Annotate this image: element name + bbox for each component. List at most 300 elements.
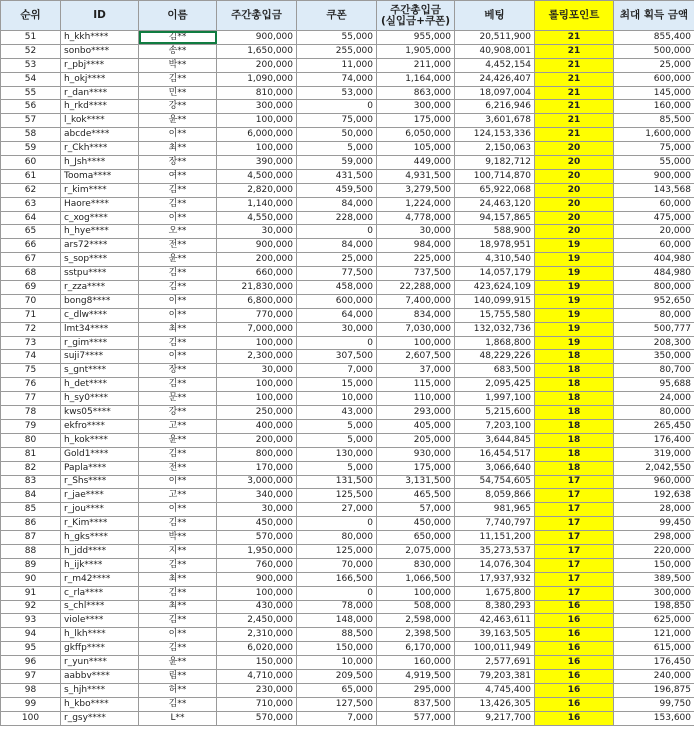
- cell-rank[interactable]: 97: [1, 669, 61, 683]
- cell-name[interactable]: 이**: [139, 128, 217, 142]
- cell-id[interactable]: r_jae****: [61, 489, 139, 503]
- cell-coupon[interactable]: 15,000: [297, 378, 377, 392]
- cell-weekly-total[interactable]: 1,066,500: [377, 572, 455, 586]
- cell-weekly-total[interactable]: 30,000: [377, 225, 455, 239]
- cell-bet[interactable]: 18,097,004: [455, 86, 535, 100]
- cell-bet[interactable]: 2,095,425: [455, 378, 535, 392]
- cell-rank[interactable]: 53: [1, 58, 61, 72]
- cell-coupon[interactable]: 74,000: [297, 72, 377, 86]
- cell-weekly-total[interactable]: 4,931,500: [377, 169, 455, 183]
- cell-rolling-points[interactable]: 19: [535, 253, 614, 267]
- cell-coupon[interactable]: 78,000: [297, 600, 377, 614]
- cell-id[interactable]: h_hye****: [61, 225, 139, 239]
- cell-coupon[interactable]: 125,500: [297, 489, 377, 503]
- cell-weekly-deposit[interactable]: 2,450,000: [217, 614, 297, 628]
- cell-rolling-points[interactable]: 17: [535, 544, 614, 558]
- cell-coupon[interactable]: 30,000: [297, 322, 377, 336]
- cell-weekly-deposit[interactable]: 200,000: [217, 58, 297, 72]
- cell-name[interactable]: 최**: [139, 322, 217, 336]
- cell-max-win[interactable]: 95,688: [614, 378, 694, 392]
- cell-rolling-points[interactable]: 20: [535, 197, 614, 211]
- cell-id[interactable]: h_okj****: [61, 72, 139, 86]
- cell-name[interactable]: 김**: [139, 267, 217, 281]
- cell-max-win[interactable]: 319,000: [614, 447, 694, 461]
- cell-rank[interactable]: 66: [1, 239, 61, 253]
- cell-name[interactable]: 장**: [139, 156, 217, 170]
- cell-bet[interactable]: 588,900: [455, 225, 535, 239]
- cell-max-win[interactable]: 600,000: [614, 72, 694, 86]
- cell-id[interactable]: s_gnt****: [61, 364, 139, 378]
- cell-rolling-points[interactable]: 18: [535, 392, 614, 406]
- cell-id[interactable]: c_dlw****: [61, 308, 139, 322]
- cell-id[interactable]: h_det****: [61, 378, 139, 392]
- cell-coupon[interactable]: 459,500: [297, 183, 377, 197]
- cell-weekly-total[interactable]: 300,000: [377, 100, 455, 114]
- cell-weekly-deposit[interactable]: 340,000: [217, 489, 297, 503]
- cell-bet[interactable]: 8,059,866: [455, 489, 535, 503]
- cell-bet[interactable]: 4,310,540: [455, 253, 535, 267]
- cell-coupon[interactable]: 7,000: [297, 711, 377, 725]
- cell-weekly-deposit[interactable]: 250,000: [217, 406, 297, 420]
- cell-bet[interactable]: 14,076,304: [455, 558, 535, 572]
- cell-name[interactable]: 김**: [139, 697, 217, 711]
- cell-rolling-points[interactable]: 19: [535, 336, 614, 350]
- cell-max-win[interactable]: 484,980: [614, 267, 694, 281]
- cell-name[interactable]: 최**: [139, 572, 217, 586]
- cell-rank[interactable]: 65: [1, 225, 61, 239]
- cell-weekly-total[interactable]: 449,000: [377, 156, 455, 170]
- cell-rank[interactable]: 88: [1, 544, 61, 558]
- cell-max-win[interactable]: 192,638: [614, 489, 694, 503]
- cell-rolling-points[interactable]: 18: [535, 364, 614, 378]
- cell-name[interactable]: 윤**: [139, 253, 217, 267]
- cell-coupon[interactable]: 127,500: [297, 697, 377, 711]
- header-bet[interactable]: 베팅: [455, 1, 535, 31]
- cell-id[interactable]: r_Ckh****: [61, 142, 139, 156]
- cell-name[interactable]: 장**: [139, 364, 217, 378]
- cell-weekly-total[interactable]: 930,000: [377, 447, 455, 461]
- cell-max-win[interactable]: 153,600: [614, 711, 694, 725]
- cell-bet[interactable]: 13,426,305: [455, 697, 535, 711]
- cell-bet[interactable]: 4,452,154: [455, 58, 535, 72]
- cell-name[interactable]: 고**: [139, 419, 217, 433]
- cell-weekly-total[interactable]: 737,500: [377, 267, 455, 281]
- cell-rank[interactable]: 67: [1, 253, 61, 267]
- cell-max-win[interactable]: 900,000: [614, 169, 694, 183]
- cell-name[interactable]: 윤**: [139, 656, 217, 670]
- cell-coupon[interactable]: 50,000: [297, 128, 377, 142]
- cell-weekly-total[interactable]: 295,000: [377, 683, 455, 697]
- cell-bet[interactable]: 1,997,100: [455, 392, 535, 406]
- cell-rank[interactable]: 54: [1, 72, 61, 86]
- cell-coupon[interactable]: 307,500: [297, 350, 377, 364]
- cell-coupon[interactable]: 84,000: [297, 197, 377, 211]
- cell-name[interactable]: 김**: [139, 281, 217, 295]
- cell-rolling-points[interactable]: 19: [535, 239, 614, 253]
- header-rank[interactable]: 순위: [1, 1, 61, 31]
- cell-weekly-total[interactable]: 6,050,000: [377, 128, 455, 142]
- cell-coupon[interactable]: 55,000: [297, 31, 377, 45]
- cell-weekly-deposit[interactable]: 4,710,000: [217, 669, 297, 683]
- cell-weekly-total[interactable]: 7,400,000: [377, 294, 455, 308]
- cell-rank[interactable]: 77: [1, 392, 61, 406]
- cell-name[interactable]: 송**: [139, 44, 217, 58]
- cell-rolling-points[interactable]: 17: [535, 586, 614, 600]
- cell-bet[interactable]: 35,273,537: [455, 544, 535, 558]
- cell-name[interactable]: 윤**: [139, 433, 217, 447]
- cell-rolling-points[interactable]: 17: [535, 503, 614, 517]
- cell-coupon[interactable]: 5,000: [297, 433, 377, 447]
- cell-rolling-points[interactable]: 18: [535, 419, 614, 433]
- cell-id[interactable]: aabbv****: [61, 669, 139, 683]
- header-rolling-points[interactable]: 롤링포인트: [535, 1, 614, 31]
- cell-rolling-points[interactable]: 19: [535, 281, 614, 295]
- cell-id[interactable]: h_lkh****: [61, 628, 139, 642]
- cell-coupon[interactable]: 80,000: [297, 531, 377, 545]
- cell-max-win[interactable]: 404,980: [614, 253, 694, 267]
- cell-coupon[interactable]: 5,000: [297, 461, 377, 475]
- cell-bet[interactable]: 8,380,293: [455, 600, 535, 614]
- cell-weekly-total[interactable]: 175,000: [377, 114, 455, 128]
- cell-id[interactable]: Haore****: [61, 197, 139, 211]
- cell-bet[interactable]: 48,229,226: [455, 350, 535, 364]
- cell-max-win[interactable]: 80,000: [614, 308, 694, 322]
- cell-id[interactable]: h_sy0****: [61, 392, 139, 406]
- cell-max-win[interactable]: 176,400: [614, 433, 694, 447]
- cell-weekly-total[interactable]: 6,170,000: [377, 642, 455, 656]
- cell-name[interactable]: 김**: [139, 517, 217, 531]
- header-name[interactable]: 이름: [139, 1, 217, 31]
- cell-id[interactable]: h_rkd****: [61, 100, 139, 114]
- cell-rank[interactable]: 80: [1, 433, 61, 447]
- cell-max-win[interactable]: 121,000: [614, 628, 694, 642]
- cell-rank[interactable]: 72: [1, 322, 61, 336]
- cell-rank[interactable]: 71: [1, 308, 61, 322]
- cell-weekly-deposit[interactable]: 30,000: [217, 503, 297, 517]
- cell-rolling-points[interactable]: 20: [535, 142, 614, 156]
- cell-bet[interactable]: 17,937,932: [455, 572, 535, 586]
- cell-rolling-points[interactable]: 18: [535, 433, 614, 447]
- cell-bet[interactable]: 140,099,915: [455, 294, 535, 308]
- cell-bet[interactable]: 683,500: [455, 364, 535, 378]
- header-coupon[interactable]: 쿠폰: [297, 1, 377, 31]
- cell-rolling-points[interactable]: 16: [535, 697, 614, 711]
- cell-name[interactable]: 강**: [139, 100, 217, 114]
- cell-bet[interactable]: 1,868,800: [455, 336, 535, 350]
- cell-weekly-total[interactable]: 4,778,000: [377, 211, 455, 225]
- cell-max-win[interactable]: 198,850: [614, 600, 694, 614]
- cell-rolling-points[interactable]: 16: [535, 683, 614, 697]
- cell-id[interactable]: h_kkh****: [61, 31, 139, 45]
- cell-name[interactable]: 박**: [139, 58, 217, 72]
- cell-weekly-total[interactable]: 465,500: [377, 489, 455, 503]
- cell-weekly-deposit[interactable]: 21,830,000: [217, 281, 297, 295]
- cell-weekly-deposit[interactable]: 200,000: [217, 433, 297, 447]
- cell-coupon[interactable]: 228,000: [297, 211, 377, 225]
- cell-coupon[interactable]: 43,000: [297, 406, 377, 420]
- cell-name[interactable]: 민**: [139, 86, 217, 100]
- cell-rolling-points[interactable]: 20: [535, 169, 614, 183]
- cell-id[interactable]: h_gks****: [61, 531, 139, 545]
- cell-rank[interactable]: 55: [1, 86, 61, 100]
- cell-rank[interactable]: 93: [1, 614, 61, 628]
- cell-rank[interactable]: 86: [1, 517, 61, 531]
- cell-max-win[interactable]: 143,568: [614, 183, 694, 197]
- cell-weekly-deposit[interactable]: 900,000: [217, 31, 297, 45]
- cell-rank[interactable]: 60: [1, 156, 61, 170]
- cell-id[interactable]: h_kbo****: [61, 697, 139, 711]
- cell-weekly-total[interactable]: 22,288,000: [377, 281, 455, 295]
- cell-rolling-points[interactable]: 19: [535, 308, 614, 322]
- cell-rank[interactable]: 99: [1, 697, 61, 711]
- cell-coupon[interactable]: 150,000: [297, 642, 377, 656]
- cell-id[interactable]: r_zza****: [61, 281, 139, 295]
- cell-bet[interactable]: 3,601,678: [455, 114, 535, 128]
- cell-weekly-deposit[interactable]: 6,800,000: [217, 294, 297, 308]
- cell-rolling-points[interactable]: 17: [535, 489, 614, 503]
- cell-name[interactable]: 이**: [139, 294, 217, 308]
- cell-bet[interactable]: 94,157,865: [455, 211, 535, 225]
- cell-bet[interactable]: 40,908,001: [455, 44, 535, 58]
- cell-weekly-total[interactable]: 105,000: [377, 142, 455, 156]
- cell-rank[interactable]: 62: [1, 183, 61, 197]
- cell-id[interactable]: r_kim****: [61, 183, 139, 197]
- cell-rank[interactable]: 95: [1, 642, 61, 656]
- cell-bet[interactable]: 24,426,407: [455, 72, 535, 86]
- cell-max-win[interactable]: 25,000: [614, 58, 694, 72]
- cell-max-win[interactable]: 1,600,000: [614, 128, 694, 142]
- cell-name[interactable]: L**: [139, 711, 217, 725]
- cell-rank[interactable]: 59: [1, 142, 61, 156]
- cell-weekly-total[interactable]: 110,000: [377, 392, 455, 406]
- cell-rolling-points[interactable]: 21: [535, 72, 614, 86]
- cell-id[interactable]: c_rla****: [61, 586, 139, 600]
- cell-rank[interactable]: 87: [1, 531, 61, 545]
- cell-bet[interactable]: 9,217,700: [455, 711, 535, 725]
- cell-coupon[interactable]: 0: [297, 225, 377, 239]
- cell-weekly-total[interactable]: 37,000: [377, 364, 455, 378]
- cell-weekly-total[interactable]: 160,000: [377, 656, 455, 670]
- cell-coupon[interactable]: 130,000: [297, 447, 377, 461]
- cell-coupon[interactable]: 255,000: [297, 44, 377, 58]
- cell-rank[interactable]: 85: [1, 503, 61, 517]
- cell-rolling-points[interactable]: 18: [535, 406, 614, 420]
- cell-bet[interactable]: 132,032,736: [455, 322, 535, 336]
- cell-weekly-total[interactable]: 211,000: [377, 58, 455, 72]
- cell-id[interactable]: s_hjh****: [61, 683, 139, 697]
- cell-rolling-points[interactable]: 16: [535, 600, 614, 614]
- cell-rank[interactable]: 96: [1, 656, 61, 670]
- cell-weekly-total[interactable]: 837,500: [377, 697, 455, 711]
- cell-weekly-deposit[interactable]: 3,000,000: [217, 475, 297, 489]
- cell-bet[interactable]: 5,215,600: [455, 406, 535, 420]
- cell-id[interactable]: c_xog****: [61, 211, 139, 225]
- cell-weekly-deposit[interactable]: 900,000: [217, 239, 297, 253]
- cell-weekly-deposit[interactable]: 1,140,000: [217, 197, 297, 211]
- cell-weekly-total[interactable]: 2,075,000: [377, 544, 455, 558]
- cell-name[interactable]: 김**: [139, 183, 217, 197]
- cell-rolling-points[interactable]: 16: [535, 614, 614, 628]
- cell-rank[interactable]: 76: [1, 378, 61, 392]
- cell-rank[interactable]: 100: [1, 711, 61, 725]
- cell-rolling-points[interactable]: 20: [535, 156, 614, 170]
- cell-bet[interactable]: 100,011,949: [455, 642, 535, 656]
- cell-rank[interactable]: 68: [1, 267, 61, 281]
- cell-rank[interactable]: 74: [1, 350, 61, 364]
- cell-weekly-total[interactable]: 175,000: [377, 461, 455, 475]
- cell-max-win[interactable]: 60,000: [614, 239, 694, 253]
- cell-name[interactable]: 전**: [139, 461, 217, 475]
- cell-bet[interactable]: 423,624,109: [455, 281, 535, 295]
- cell-rolling-points[interactable]: 17: [535, 572, 614, 586]
- cell-bet[interactable]: 65,922,068: [455, 183, 535, 197]
- cell-weekly-deposit[interactable]: 30,000: [217, 225, 297, 239]
- cell-rolling-points[interactable]: 19: [535, 294, 614, 308]
- cell-max-win[interactable]: 300,000: [614, 586, 694, 600]
- cell-weekly-deposit[interactable]: 100,000: [217, 392, 297, 406]
- cell-id[interactable]: viole****: [61, 614, 139, 628]
- cell-name[interactable]: 지**: [139, 544, 217, 558]
- cell-max-win[interactable]: 160,000: [614, 100, 694, 114]
- cell-id[interactable]: s_chl****: [61, 600, 139, 614]
- cell-coupon[interactable]: 84,000: [297, 239, 377, 253]
- cell-coupon[interactable]: 65,000: [297, 683, 377, 697]
- cell-coupon[interactable]: 166,500: [297, 572, 377, 586]
- cell-weekly-deposit[interactable]: 100,000: [217, 114, 297, 128]
- cell-max-win[interactable]: 2,042,550: [614, 461, 694, 475]
- cell-id[interactable]: bong8****: [61, 294, 139, 308]
- cell-weekly-deposit[interactable]: 150,000: [217, 656, 297, 670]
- cell-coupon[interactable]: 25,000: [297, 253, 377, 267]
- cell-name[interactable]: 이**: [139, 628, 217, 642]
- cell-bet[interactable]: 2,577,691: [455, 656, 535, 670]
- cell-max-win[interactable]: 80,000: [614, 406, 694, 420]
- cell-weekly-deposit[interactable]: 900,000: [217, 572, 297, 586]
- cell-coupon[interactable]: 0: [297, 517, 377, 531]
- cell-max-win[interactable]: 28,000: [614, 503, 694, 517]
- cell-name[interactable]: 김**: [139, 378, 217, 392]
- cell-name[interactable]: 이**: [139, 308, 217, 322]
- cell-weekly-deposit[interactable]: 770,000: [217, 308, 297, 322]
- cell-id[interactable]: r_yun****: [61, 656, 139, 670]
- cell-weekly-deposit[interactable]: 2,310,000: [217, 628, 297, 642]
- cell-rank[interactable]: 51: [1, 31, 61, 45]
- cell-weekly-deposit[interactable]: 170,000: [217, 461, 297, 475]
- cell-max-win[interactable]: 150,000: [614, 558, 694, 572]
- cell-rank[interactable]: 75: [1, 364, 61, 378]
- cell-bet[interactable]: 981,965: [455, 503, 535, 517]
- cell-weekly-deposit[interactable]: 430,000: [217, 600, 297, 614]
- cell-weekly-total[interactable]: 57,000: [377, 503, 455, 517]
- cell-max-win[interactable]: 800,000: [614, 281, 694, 295]
- cell-weekly-total[interactable]: 225,000: [377, 253, 455, 267]
- cell-weekly-deposit[interactable]: 300,000: [217, 100, 297, 114]
- cell-rolling-points[interactable]: 20: [535, 183, 614, 197]
- cell-max-win[interactable]: 75,000: [614, 142, 694, 156]
- cell-coupon[interactable]: 7,000: [297, 364, 377, 378]
- cell-rolling-points[interactable]: 21: [535, 100, 614, 114]
- cell-id[interactable]: r_Shs****: [61, 475, 139, 489]
- cell-name[interactable]: 윤**: [139, 114, 217, 128]
- cell-max-win[interactable]: 99,450: [614, 517, 694, 531]
- cell-max-win[interactable]: 350,000: [614, 350, 694, 364]
- cell-weekly-deposit[interactable]: 570,000: [217, 711, 297, 725]
- cell-bet[interactable]: 20,511,900: [455, 31, 535, 45]
- cell-coupon[interactable]: 27,000: [297, 503, 377, 517]
- cell-rank[interactable]: 61: [1, 169, 61, 183]
- cell-coupon[interactable]: 77,500: [297, 267, 377, 281]
- cell-rolling-points[interactable]: 17: [535, 517, 614, 531]
- cell-rank[interactable]: 89: [1, 558, 61, 572]
- cell-rolling-points[interactable]: 16: [535, 711, 614, 725]
- cell-bet[interactable]: 42,463,611: [455, 614, 535, 628]
- cell-weekly-deposit[interactable]: 1,950,000: [217, 544, 297, 558]
- cell-weekly-total[interactable]: 2,598,000: [377, 614, 455, 628]
- cell-id[interactable]: sonbo****: [61, 44, 139, 58]
- cell-name[interactable]: 박**: [139, 531, 217, 545]
- cell-name[interactable]: 김**: [139, 614, 217, 628]
- cell-bet[interactable]: 18,978,951: [455, 239, 535, 253]
- cell-weekly-deposit[interactable]: 570,000: [217, 531, 297, 545]
- cell-max-win[interactable]: 220,000: [614, 544, 694, 558]
- cell-weekly-total[interactable]: 863,000: [377, 86, 455, 100]
- cell-name[interactable]: 여**: [139, 169, 217, 183]
- cell-max-win[interactable]: 60,000: [614, 197, 694, 211]
- cell-name[interactable]: 이**: [139, 211, 217, 225]
- cell-bet[interactable]: 7,203,100: [455, 419, 535, 433]
- cell-id[interactable]: gkffp****: [61, 642, 139, 656]
- cell-rolling-points[interactable]: 17: [535, 475, 614, 489]
- cell-name[interactable]: 김**: [139, 197, 217, 211]
- cell-rank[interactable]: 52: [1, 44, 61, 58]
- cell-weekly-deposit[interactable]: 6,000,000: [217, 128, 297, 142]
- cell-rolling-points[interactable]: 18: [535, 378, 614, 392]
- cell-name[interactable]: 최**: [139, 600, 217, 614]
- cell-name[interactable]: 김**: [139, 586, 217, 600]
- cell-rank[interactable]: 56: [1, 100, 61, 114]
- cell-weekly-deposit[interactable]: 200,000: [217, 253, 297, 267]
- cell-coupon[interactable]: 64,000: [297, 308, 377, 322]
- cell-max-win[interactable]: 500,000: [614, 44, 694, 58]
- cell-id[interactable]: abcde****: [61, 128, 139, 142]
- cell-rank[interactable]: 73: [1, 336, 61, 350]
- cell-rolling-points[interactable]: 18: [535, 350, 614, 364]
- cell-weekly-deposit[interactable]: 1,650,000: [217, 44, 297, 58]
- cell-weekly-total[interactable]: 577,000: [377, 711, 455, 725]
- cell-max-win[interactable]: 615,000: [614, 642, 694, 656]
- cell-rank[interactable]: 57: [1, 114, 61, 128]
- cell-rank[interactable]: 79: [1, 419, 61, 433]
- cell-rank[interactable]: 92: [1, 600, 61, 614]
- cell-name[interactable]: 이**: [139, 350, 217, 364]
- cell-weekly-deposit[interactable]: 7,000,000: [217, 322, 297, 336]
- cell-weekly-deposit[interactable]: 760,000: [217, 558, 297, 572]
- cell-weekly-total[interactable]: 830,000: [377, 558, 455, 572]
- cell-weekly-total[interactable]: 205,000: [377, 433, 455, 447]
- cell-rolling-points[interactable]: 21: [535, 31, 614, 45]
- cell-max-win[interactable]: 952,650: [614, 294, 694, 308]
- cell-name[interactable]: 김**: [139, 558, 217, 572]
- cell-id[interactable]: h_kok****: [61, 433, 139, 447]
- cell-bet[interactable]: 15,755,580: [455, 308, 535, 322]
- cell-weekly-deposit[interactable]: 390,000: [217, 156, 297, 170]
- cell-id[interactable]: h_Jsh****: [61, 156, 139, 170]
- cell-max-win[interactable]: 240,000: [614, 669, 694, 683]
- cell-id[interactable]: r_gim****: [61, 336, 139, 350]
- cell-coupon[interactable]: 11,000: [297, 58, 377, 72]
- cell-rank[interactable]: 90: [1, 572, 61, 586]
- cell-bet[interactable]: 124,153,336: [455, 128, 535, 142]
